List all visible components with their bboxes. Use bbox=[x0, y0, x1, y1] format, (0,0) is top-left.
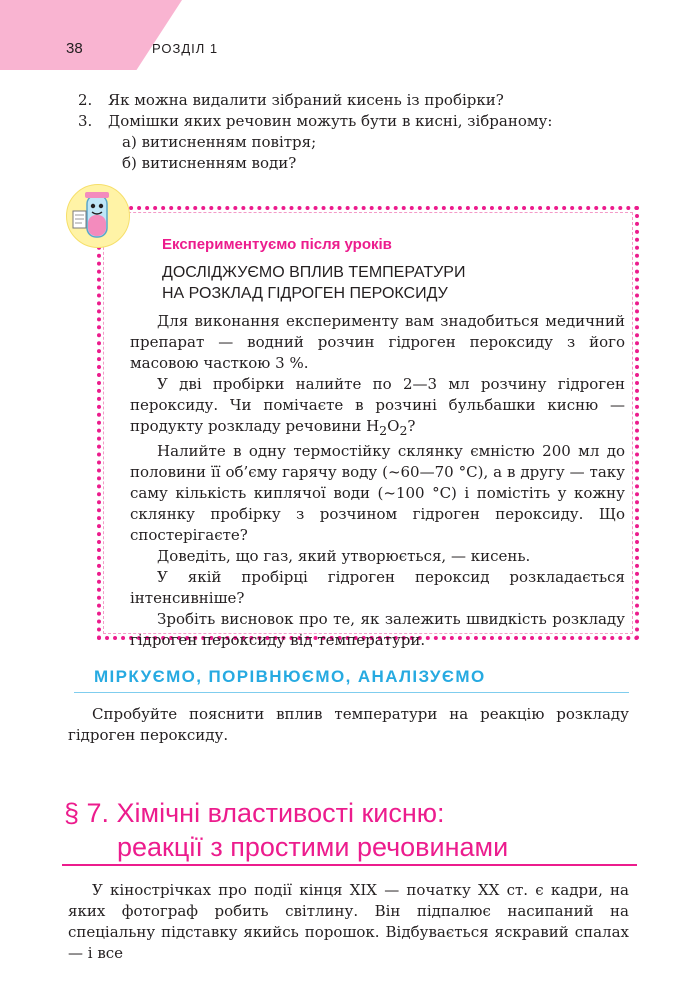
test-tube-mascot-icon bbox=[66, 184, 130, 248]
paragraph-text: У дві пробірки налийте по 2—3 мл розчину гідроген пероксиду. Чи помічаєте в розчині бульбашки кисню — продукту розкладу речовини H bbox=[130, 375, 625, 435]
paragraph-divider bbox=[62, 864, 637, 866]
question-text: Домішки яких речовин можуть бути в кисні, зібраному: bbox=[108, 112, 553, 130]
question-number: 3. bbox=[78, 112, 93, 130]
experiment-title bbox=[162, 262, 602, 304]
think-divider bbox=[74, 692, 629, 693]
question-text: Як можна видалити зібраний кисень із пробірки? bbox=[108, 91, 504, 109]
experiment-title-line-2: НА РОЗКЛАД ГІДРОГЕН ПЕРОКСИДУ bbox=[162, 285, 448, 302]
experiment-paragraph: Для виконання експерименту вам знадобиться медичний препарат — водний розчин гідроген пероксиду з його масовою часткою 3 %. bbox=[130, 312, 625, 372]
paragraph-text: ? bbox=[407, 417, 416, 435]
experiment-paragraph bbox=[130, 374, 625, 441]
experiment-heading: Експериментуємо після уроків bbox=[162, 236, 392, 253]
body-text bbox=[68, 880, 629, 964]
think-heading: МІРКУЄМО, ПОРІВНЮЄМО, АНАЛІЗУЄМО bbox=[94, 667, 486, 686]
question-2 bbox=[78, 90, 504, 111]
body-paragraph: У кінострічках про події кінця XIX — початку XX ст. є кадри, на яких фотограф робить світлину. Він підпалює насипаний на спеціальну підставку якийсь порошок. Відбувається яскравий спалах — і все bbox=[68, 881, 629, 962]
subscript: 2 bbox=[399, 423, 408, 438]
subscript: 2 bbox=[379, 423, 388, 438]
section-label: РОЗДІЛ 1 bbox=[152, 41, 219, 56]
experiment-title-line-1: ДОСЛІДЖУЄМО ВПЛИВ ТЕМПЕРАТУРИ bbox=[162, 264, 466, 281]
experiment-paragraph: Зробіть висновок про те, як залежить швидкість розкладу гідроген пероксиду від температури. bbox=[130, 610, 625, 649]
experiment-text bbox=[130, 311, 625, 651]
question-option-b: б) витисненням води? bbox=[122, 154, 297, 172]
page-number: 38 bbox=[66, 40, 83, 57]
paragraph-title-line-2: реакції з простими речовинами bbox=[117, 832, 509, 862]
experiment-paragraph: Доведіть, що газ, який утворюється, — кисень. bbox=[157, 547, 531, 565]
experiment-paragraph: Налийте в одну термостійку склянку ємністю 200 мл до половини її об’єму гарячу воду (~60—70 °С), а в другу — таку саму кількість киплячої води (~100 °С) і помістіть у кожну склянку пробірку з розчином гідроген пероксиду. Що спостерігаєте? bbox=[130, 442, 625, 544]
experiment-paragraph: У якій пробірці гідроген пероксид розкладається інтенсивніше? bbox=[130, 568, 625, 607]
think-text bbox=[68, 704, 629, 746]
question-3 bbox=[78, 111, 552, 132]
page-corner-decoration bbox=[0, 0, 182, 70]
formula-part: O bbox=[387, 417, 400, 435]
question-option-a: а) витисненням повітря; bbox=[122, 133, 317, 151]
paragraph-title-line-1: § 7. Хімічні властивості кисню: bbox=[64, 798, 445, 828]
think-paragraph: Спробуйте пояснити вплив температури на реакцію розкладу гідроген пероксиду. bbox=[68, 705, 629, 744]
paragraph-title bbox=[64, 796, 508, 864]
question-number: 2. bbox=[78, 91, 93, 109]
